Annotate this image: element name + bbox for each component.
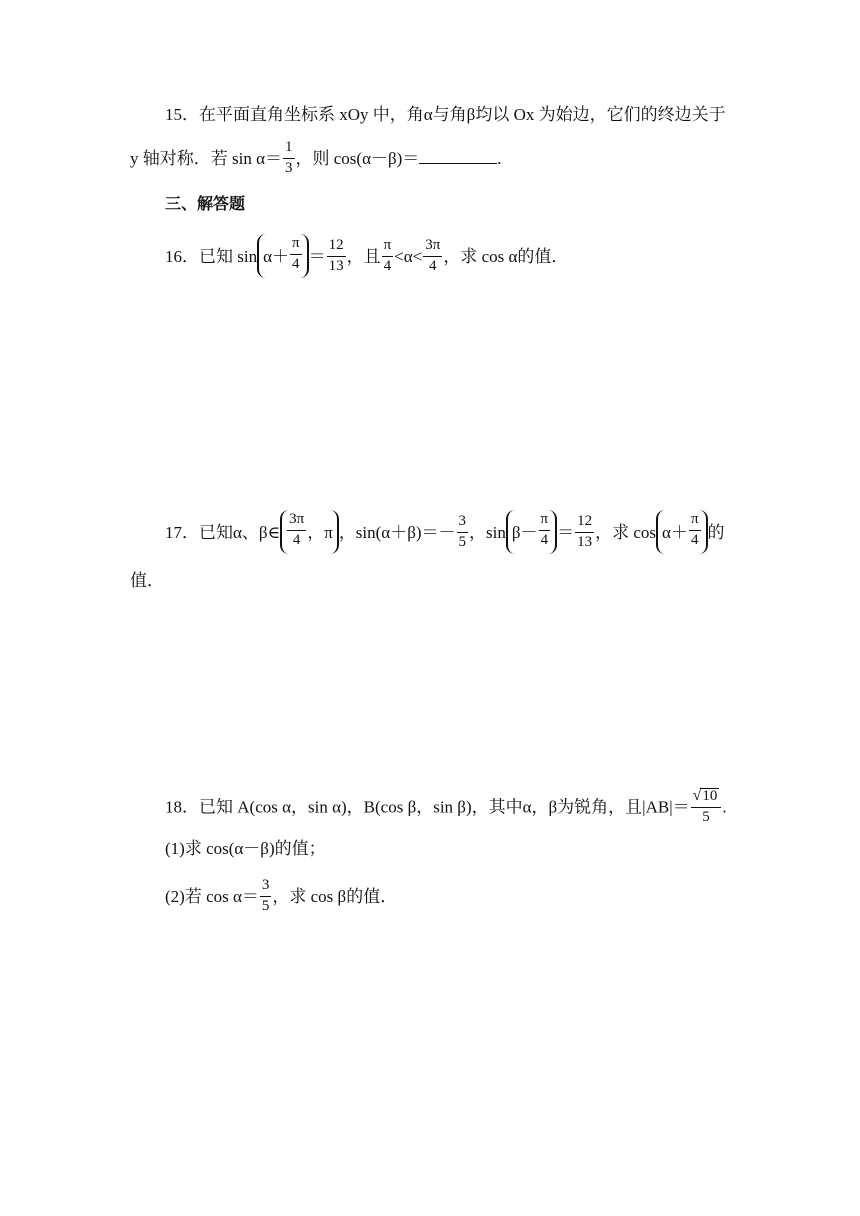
q18-part1: (1)求 cos(α－β)的值； — [165, 839, 326, 858]
q17-prefix: 17．已知α、β∈ — [165, 522, 281, 542]
q17-value2-fraction: $\frac{12}{13}$ — [577, 512, 593, 550]
q16-paren: α＋ $\frac{\pi}{4}$ — [257, 234, 309, 278]
q17-paren2: β－ $\frac{\pi}{4}$ — [506, 510, 557, 554]
q17-line1: 17．已知α、β∈ $\frac{3\pi}{4}$ ，π ，sin(α＋β)＝－ $\frac{3}{5}$ ，sin β－ $\frac{\pi}{4}$ ＝ $\frac{12}{13}$ ，求 cos α＋ $\frac{\pi}{4}$ 的 — [165, 512, 725, 556]
q16-value-fraction: $\frac{12}{13}$ — [328, 236, 344, 274]
q16-prefix: 16．已知 sin — [165, 246, 258, 266]
q18-sqrt-fraction: $\frac{√10}{5}$ — [691, 788, 722, 826]
q16-line: 16．已知 sin α＋ $\frac{\pi}{4}$ ＝ $\frac{12}{13}$ ，且 $\frac{\pi}{4}$ <α< $\frac{3\pi}{4}$ ，求 cos α的值． — [165, 236, 568, 280]
q16-upper-fraction: $\frac{3\pi}{4}$ — [425, 236, 441, 274]
q15-text-a: y 轴对称．若 sin α＝ — [130, 149, 282, 169]
answer-blank[interactable] — [419, 149, 497, 164]
q18-text: 18．已知 A(cos α，sin α)，B(cos β，sin β)，其中α，β为锐角，且|AB|＝ — [165, 797, 690, 817]
q15-line2: y 轴对称．若 sin α＝ $\frac{1}{3}$ ，则 cos(α－β)＝ . — [130, 139, 502, 176]
q18-line1: 18．已知 A(cos α，sin α)，B(cos β，sin β)，其中α，β为锐角，且|AB|＝ $\frac{√10}{5}$ . — [165, 787, 727, 825]
q15-text-b: ，则 cos(α－β)＝ — [295, 149, 420, 169]
q16-lower-fraction: $\frac{\pi}{4}$ — [383, 236, 392, 274]
section-title: 三、解答题 — [165, 194, 246, 213]
q17-paren3: α＋ $\frac{\pi}{4}$ — [656, 510, 708, 554]
q17-interval: $\frac{3\pi}{4}$ ，π — [280, 510, 339, 554]
q18-part2: (2)若 cos α＝ $\frac{3}{5}$ ，求 cos β的值． — [165, 877, 398, 914]
q17-value1-fraction: $\frac{3}{5}$ — [458, 512, 467, 550]
q15-line1: 15．在平面直角坐标系 xOy 中，角α与角β均以 Ox 为始边，它们的终边关于 — [165, 105, 726, 124]
q18-part2-fraction: $\frac{3}{5}$ — [261, 877, 270, 914]
q15-fraction: $\frac{1}{3}$ — [285, 139, 293, 176]
q17-line2: 值． — [130, 571, 164, 590]
